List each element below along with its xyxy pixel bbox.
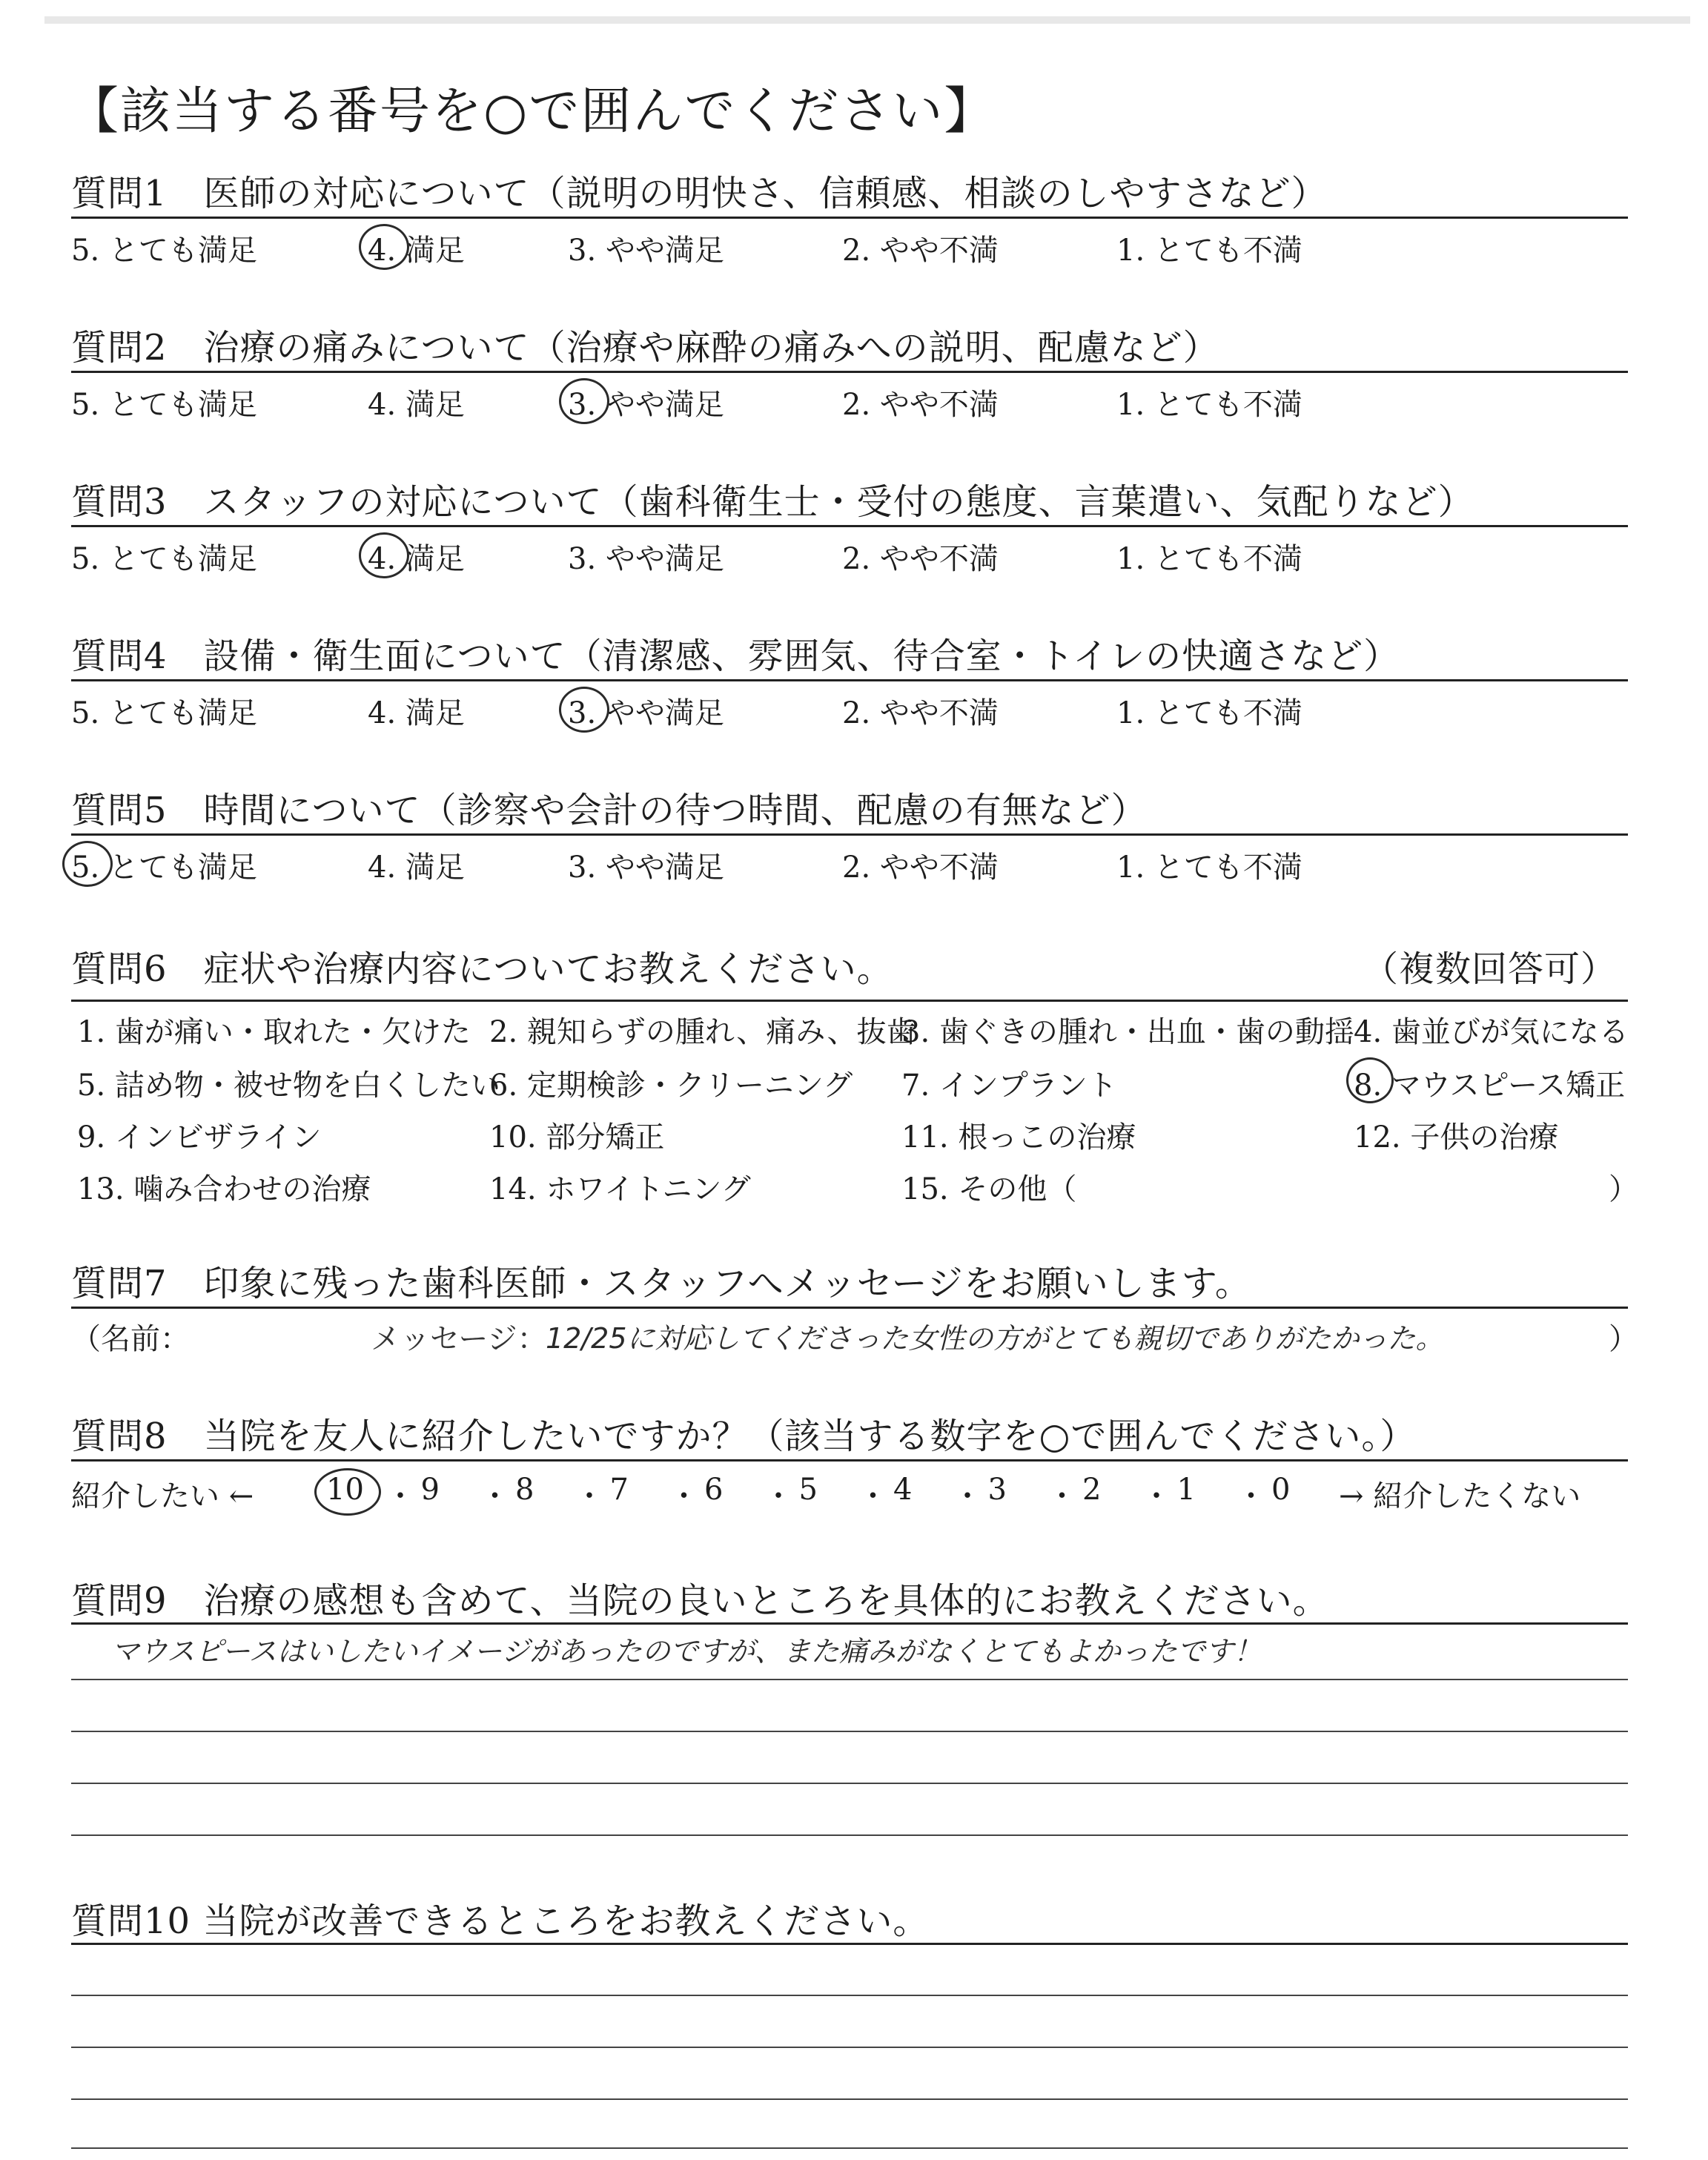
question-6-heading: 質問6 症状や治療内容についてお教えください。 (71, 948, 893, 990)
recommend-score[interactable]: 8 (515, 1473, 534, 1507)
answer-line (71, 1834, 1628, 1836)
symptom-option[interactable]: 3. 歯ぐきの腫れ・出血・歯の動揺 (901, 1015, 1354, 1049)
rating-option[interactable]: 1. とても不満 (1116, 388, 1302, 422)
scale-separator: ・ (385, 1479, 415, 1513)
question-6-rule (71, 1000, 1628, 1002)
answer-line (71, 1995, 1628, 1996)
symptom-option[interactable]: 15. その他（ (901, 1172, 1077, 1206)
form-title: 【該当する番号を○で囲んでください】 (68, 82, 996, 141)
recommend-score[interactable]: 5 (798, 1473, 818, 1507)
scale-separator: ・ (764, 1479, 793, 1513)
question-1-heading: 質問1 医師の対応について（説明の明快さ、信頼感、相談のしやすさなど） (71, 173, 1328, 214)
recommend-score[interactable]: 4 (893, 1473, 913, 1507)
scale-separator: ・ (858, 1479, 888, 1513)
answer-line (71, 2147, 1628, 2149)
recommend-score[interactable]: 2 (1082, 1473, 1102, 1507)
other-close-paren: ） (1609, 1172, 1638, 1206)
answer-line (71, 1783, 1628, 1784)
symptom-option[interactable]: 13. 噛み合わせの治療 (77, 1172, 371, 1206)
message-label: メッセージ： (371, 1322, 547, 1356)
answer-line (71, 1731, 1628, 1732)
rating-option[interactable]: 2. やや不満 (842, 542, 999, 576)
question-10-heading: 質問10 当院が改善できるところをお教えください。 (71, 1900, 930, 1942)
answer-line (71, 2047, 1628, 2048)
recommend-score[interactable]: 0 (1271, 1473, 1291, 1507)
question-7-heading: 質問7 印象に残った歯科医師・スタッフへメッセージをお願いします。 (71, 1263, 1251, 1304)
rating-option[interactable]: 2. やや不満 (842, 696, 999, 730)
scale-separator: ・ (480, 1479, 510, 1513)
symptom-option[interactable]: 4. 歯並びが気になる (1354, 1015, 1629, 1049)
rating-option[interactable]: 5. とても満足 (71, 696, 257, 730)
answer-line (71, 2098, 1628, 2100)
rating-option[interactable]: 2. やや不満 (842, 851, 999, 885)
scale-separator: ・ (1236, 1479, 1266, 1513)
rating-option[interactable]: 5. とても満足 (71, 234, 257, 268)
question-8-heading: 質問8 当院を友人に紹介したいですか？（該当する数字を○で囲んでください。） (71, 1416, 1417, 1457)
rating-option[interactable]: 4. 満足 (368, 851, 465, 885)
rating-option[interactable]: 4. 満足 (368, 234, 465, 268)
question-3-rule (71, 525, 1628, 527)
question-2-rule (71, 371, 1628, 373)
rating-option[interactable]: 2. やや不満 (842, 388, 999, 422)
recommend-right-label: → 紹介したくない (1339, 1479, 1581, 1513)
question-4-heading: 質問4 設備・衛生面について（清潔感、雰囲気、待合室・トイレの快適さなど） (71, 635, 1400, 677)
scale-separator: ・ (1142, 1479, 1171, 1513)
rating-option[interactable]: 5. とても満足 (71, 388, 257, 422)
recommend-score[interactable]: 3 (987, 1473, 1007, 1507)
recommend-left-label: 紹介したい ← (71, 1479, 254, 1513)
rating-option[interactable]: 1. とても不満 (1116, 234, 1302, 268)
rating-option[interactable]: 3. やや満足 (568, 542, 724, 576)
symptom-option[interactable]: 7. インプラント (901, 1069, 1117, 1103)
rating-option[interactable]: 4. 満足 (368, 388, 465, 422)
question-8-rule (71, 1459, 1628, 1462)
rating-option[interactable]: 1. とても不満 (1116, 696, 1302, 730)
question-7-rule (71, 1307, 1628, 1309)
question-4-rule (71, 679, 1628, 681)
rating-option[interactable]: 5. とても満足 (71, 851, 257, 885)
rating-option[interactable]: 3. やや満足 (568, 388, 724, 422)
rating-option[interactable]: 3. やや満足 (568, 234, 724, 268)
rating-option[interactable]: 2. やや不満 (842, 234, 999, 268)
question-9-handwritten-answer[interactable]: マウスピースはいしたいイメージがあったのですが、また痛みがなくとてもよかったです！ (111, 1635, 1262, 1668)
question-5-rule (71, 833, 1628, 836)
question-1-rule (71, 217, 1628, 219)
rating-option[interactable]: 4. 満足 (368, 542, 465, 576)
symptom-option[interactable]: 6. 定期検診・クリーニング (489, 1069, 853, 1103)
question-2-heading: 質問2 治療の痛みについて（治療や麻酔の痛みへの説明、配慮など） (71, 327, 1219, 369)
recommend-score[interactable]: 7 (609, 1473, 629, 1507)
scale-separator: ・ (575, 1479, 604, 1513)
rating-option[interactable]: 1. とても不満 (1116, 851, 1302, 885)
symptom-option[interactable]: 10. 部分矯正 (489, 1120, 665, 1155)
message-close-paren: ） (1609, 1322, 1638, 1356)
rating-option[interactable]: 3. やや満足 (568, 851, 724, 885)
question-9-heading: 質問9 治療の感想も含めて、当院の良いところを具体的にお教えください。 (71, 1580, 1329, 1622)
symptom-option[interactable]: 9. インビザライン (77, 1120, 322, 1155)
scale-separator: ・ (669, 1479, 699, 1513)
recommend-score[interactable]: 9 (420, 1473, 440, 1507)
scan-top-edge (44, 16, 1690, 24)
symptom-option[interactable]: 5. 詰め物・被せ物を白くしたい (77, 1069, 500, 1103)
message-handwritten-answer[interactable]: 12/25に対応してくださった女性の方がとても親切でありがたかった。 (546, 1322, 1444, 1355)
symptom-option[interactable]: 14. ホワイトニング (489, 1172, 751, 1206)
question-3-heading: 質問3 スタッフの対応について（歯科衛生士・受付の態度、言葉遣い、気配りなど） (71, 481, 1474, 523)
question-10-rule (71, 1943, 1628, 1945)
recommend-score[interactable]: 6 (704, 1473, 724, 1507)
rating-option[interactable]: 3. やや満足 (568, 696, 724, 730)
rating-option[interactable]: 1. とても不満 (1116, 542, 1302, 576)
question-5-heading: 質問5 時間について（診察や会計の待つ時間、配慮の有無など） (71, 790, 1148, 831)
rating-option[interactable]: 5. とても満足 (71, 542, 257, 576)
recommend-score[interactable]: 1 (1176, 1473, 1196, 1507)
scale-separator: ・ (1047, 1479, 1077, 1513)
recommend-score[interactable]: 10 (326, 1473, 364, 1507)
symptom-option[interactable]: 8. マウスピース矯正 (1354, 1069, 1626, 1103)
name-label: （名前： (71, 1322, 190, 1356)
rating-option[interactable]: 4. 満足 (368, 696, 465, 730)
answer-line (71, 1679, 1628, 1680)
symptom-option[interactable]: 11. 根っこの治療 (901, 1120, 1136, 1155)
symptom-option[interactable]: 12. 子供の治療 (1354, 1120, 1559, 1155)
question-9-rule (71, 1622, 1628, 1625)
symptom-option[interactable]: 1. 歯が痛い・取れた・欠けた (77, 1015, 471, 1049)
multiple-answer-note: （複数回答可） (1363, 948, 1618, 990)
scale-separator: ・ (953, 1479, 982, 1513)
symptom-option[interactable]: 2. 親知らずの腫れ、痛み、抜歯 (489, 1015, 916, 1049)
